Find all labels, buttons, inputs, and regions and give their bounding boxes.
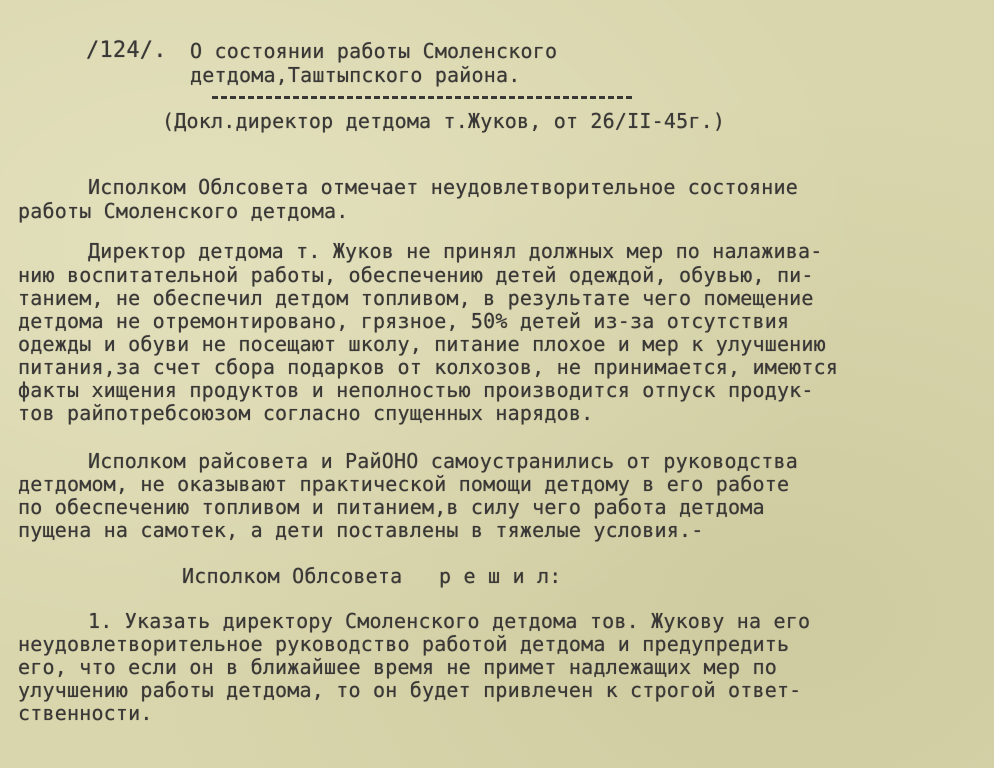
paragraph-line: одежды и обуви не посещают школу, питание плохое и мер к улучшению [18, 332, 826, 356]
decision-line: улучшению работы детдома, то он будет привлечен к строгой ответ- [18, 678, 802, 702]
paragraph-line: питания,за счет сбора подарков от колхозов, не принимается, имеются [18, 355, 839, 379]
decision-line: его, что если он в ближайшее время не примет надлежащих мер по [18, 655, 777, 679]
paragraph-line: тов райпотребсоюзом согласно спущенных нарядов. [18, 401, 594, 425]
paragraph-line: факты хищения продуктов и неполностью производится отпуск продук- [18, 378, 814, 402]
report-line: (Докл.директор детдома т.Жуков, от 26/II-45г.) [162, 109, 726, 133]
paragraph-line: детдомом, не оказывают практической помощи детдому в его работе [18, 472, 790, 496]
title-divider [212, 96, 632, 99]
paragraph-line: работы Смоленского детдома. [18, 199, 349, 223]
paragraph-line: Исполком райсовета и РайОНО самоустранились от руководства [88, 449, 798, 473]
paragraph-line: пущена на самотек, а дети поставлены в тяжелые условия.- [18, 518, 704, 542]
paragraph-line: танием, не обеспечил детдом топливом, в результате чего помещение [18, 286, 814, 310]
decision-heading: Исполком Облсовета р е ш и л: [182, 564, 562, 588]
paragraph-line: Директор детдома т. Жуков не принял должных мер по налажива- [88, 239, 823, 263]
decision-line: 1. Указать директору Смоленского детдома тов. Жукову на его [88, 609, 811, 633]
document-title-line: детдома,Таштыпского района. [190, 63, 521, 87]
item-number: /124/. [86, 38, 167, 63]
decision-line: ственности. [18, 701, 153, 725]
decision-line: неудовлетворительное руководство работой детдома и предупредить [18, 632, 790, 656]
document-title-line: О состоянии работы Смоленского [190, 39, 558, 63]
paragraph-line: Исполком Облсовета отмечает неудовлетворительное состояние [88, 175, 798, 199]
paragraph-line: детдома не отремонтировано, грязное, 50% детей из-за отсутствия [18, 309, 790, 333]
paragraph-line: по обеспечению топливом и питанием,в силу чего работа детдома [18, 495, 765, 519]
paragraph-line: нию воспитательной работы, обеспечению детей одеждой, обувью, пи- [18, 263, 814, 287]
